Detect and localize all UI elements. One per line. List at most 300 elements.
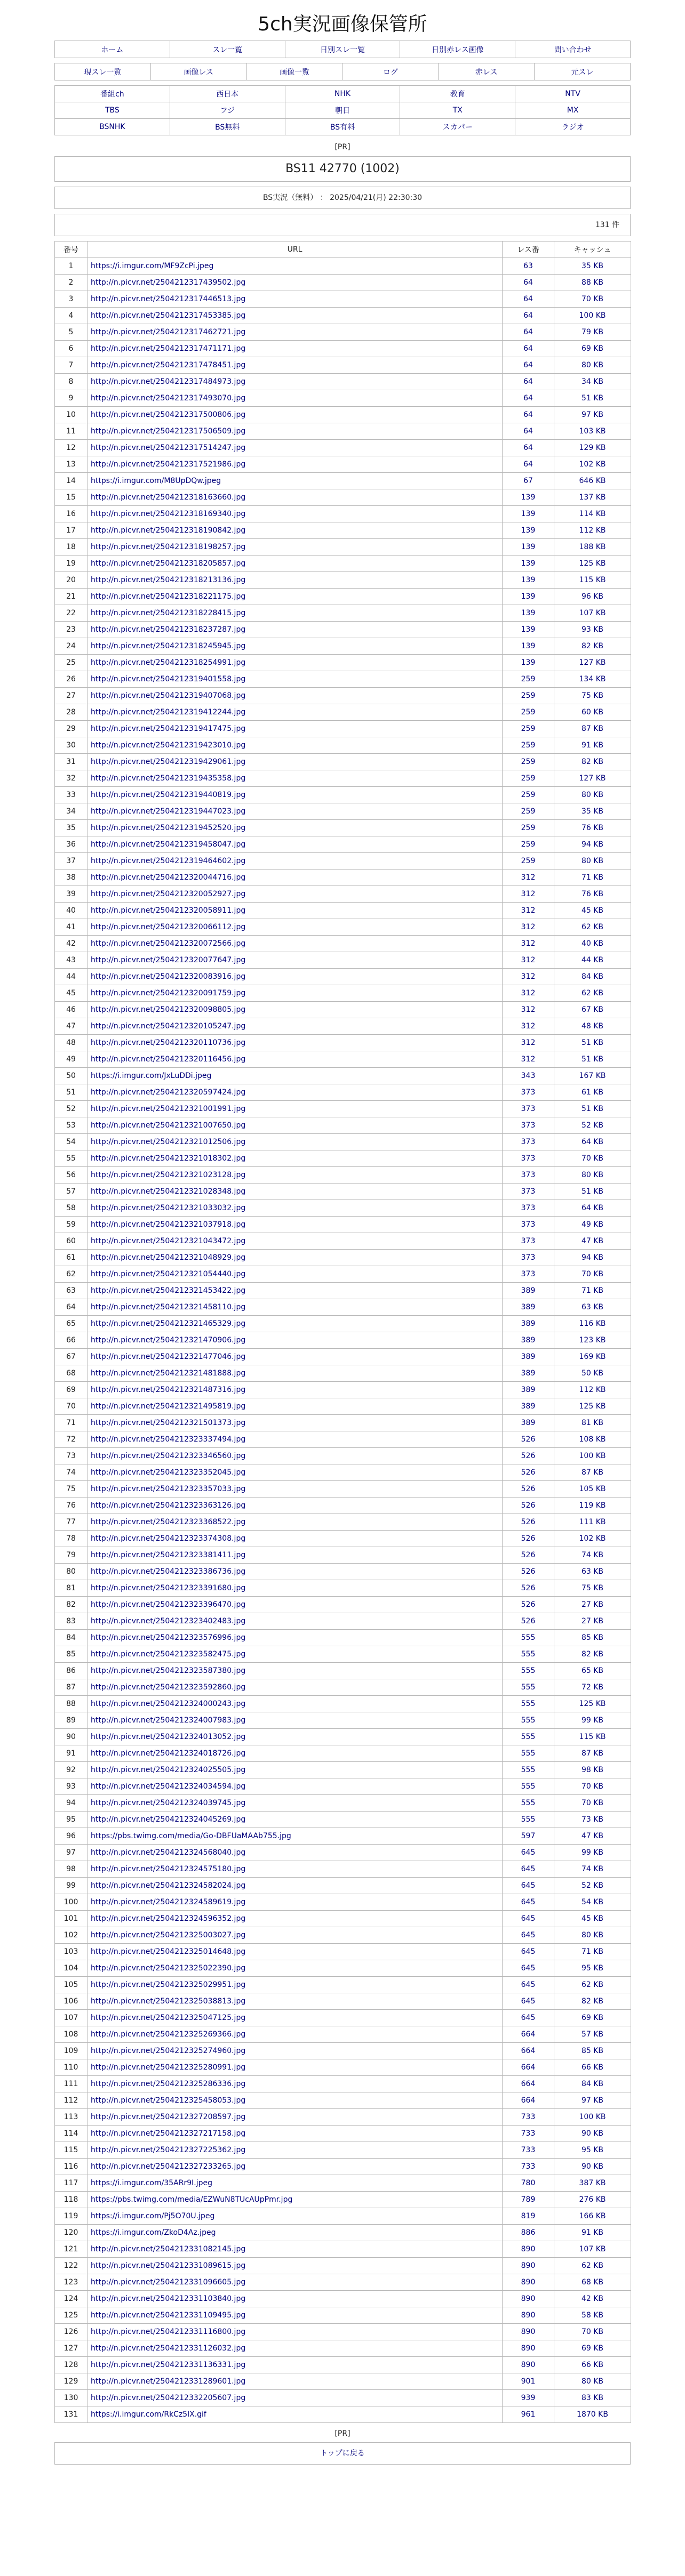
image-url-link[interactable]: http://n.picvr.net/2504212321048929.jpg <box>87 1250 503 1266</box>
res-number-link[interactable]: 733 <box>503 2142 554 2159</box>
cache-link[interactable]: 188 KB <box>554 539 631 556</box>
image-url-link[interactable]: http://n.picvr.net/2504212324582024.jpg <box>87 1878 503 1894</box>
image-url-link[interactable]: http://n.picvr.net/2504212319440819.jpg <box>87 787 503 803</box>
res-number-link[interactable]: 890 <box>503 2291 554 2307</box>
cache-link[interactable]: 111 KB <box>554 1514 631 1531</box>
image-url-link[interactable]: http://n.picvr.net/2504212321037918.jpg <box>87 1217 503 1233</box>
res-number-link[interactable]: 555 <box>503 1630 554 1646</box>
site-title[interactable]: 5ch実況画像保管所 <box>258 13 427 35</box>
image-url-link[interactable]: http://n.picvr.net/2504212318228415.jpg <box>87 605 503 622</box>
image-url-link[interactable]: http://n.picvr.net/2504212324045269.jpg <box>87 1812 503 1828</box>
cache-link[interactable]: 119 KB <box>554 1498 631 1514</box>
cache-link[interactable]: 66 KB <box>554 2059 631 2076</box>
cache-link[interactable]: 387 KB <box>554 2175 631 2192</box>
res-number-link[interactable]: 373 <box>503 1117 554 1134</box>
image-url-link[interactable]: http://n.picvr.net/2504212317439502.jpg <box>87 275 503 291</box>
res-number-link[interactable]: 373 <box>503 1101 554 1117</box>
cache-link[interactable]: 166 KB <box>554 2208 631 2225</box>
image-url-link[interactable]: http://n.picvr.net/2504212323352045.jpg <box>87 1464 503 1481</box>
channel-tab[interactable]: フジ <box>170 102 285 119</box>
res-number-link[interactable]: 259 <box>503 853 554 870</box>
image-url-link[interactable]: http://n.picvr.net/2504212323381411.jpg <box>87 1547 503 1564</box>
res-number-link[interactable]: 139 <box>503 489 554 506</box>
cache-link[interactable]: 71 KB <box>554 1944 631 1960</box>
cache-link[interactable]: 68 KB <box>554 2274 631 2291</box>
cache-link[interactable]: 107 KB <box>554 605 631 622</box>
image-url-link[interactable]: http://n.picvr.net/2504212324007983.jpg <box>87 1712 503 1729</box>
channel-tab[interactable]: MX <box>515 102 631 119</box>
res-number-link[interactable]: 64 <box>503 291 554 308</box>
image-url-link[interactable]: http://n.picvr.net/2504212324575180.jpg <box>87 1861 503 1878</box>
cache-link[interactable]: 98 KB <box>554 1762 631 1778</box>
cache-link[interactable]: 61 KB <box>554 1084 631 1101</box>
res-number-link[interactable]: 645 <box>503 1944 554 1960</box>
cache-link[interactable]: 69 KB <box>554 2340 631 2357</box>
image-url-link[interactable]: http://n.picvr.net/2504212323396470.jpg <box>87 1597 503 1613</box>
res-number-link[interactable]: 139 <box>503 539 554 556</box>
image-url-link[interactable]: http://n.picvr.net/2504212320105247.jpg <box>87 1018 503 1035</box>
res-number-link[interactable]: 555 <box>503 1778 554 1795</box>
cache-link[interactable]: 107 KB <box>554 2241 631 2258</box>
res-number-link[interactable]: 259 <box>503 704 554 721</box>
image-url-link[interactable]: http://n.picvr.net/2504212317506509.jpg <box>87 423 503 440</box>
res-number-link[interactable]: 555 <box>503 1762 554 1778</box>
res-number-link[interactable]: 645 <box>503 1993 554 2010</box>
image-url-link[interactable]: http://n.picvr.net/2504212320066112.jpg <box>87 919 503 936</box>
image-url-link[interactable]: http://n.picvr.net/2504212319412244.jpg <box>87 704 503 721</box>
image-url-link[interactable]: http://n.picvr.net/2504212331103840.jpg <box>87 2291 503 2307</box>
res-number-link[interactable]: 389 <box>503 1382 554 1398</box>
image-url-link[interactable]: http://n.picvr.net/2504212319417475.jpg <box>87 721 503 737</box>
cache-link[interactable]: 51 KB <box>554 1184 631 1200</box>
cache-link[interactable]: 83 KB <box>554 2390 631 2406</box>
res-number-link[interactable]: 259 <box>503 721 554 737</box>
image-url-link[interactable]: http://n.picvr.net/2504212323582475.jpg <box>87 1646 503 1663</box>
cache-link[interactable]: 75 KB <box>554 1580 631 1597</box>
cache-link[interactable]: 169 KB <box>554 1349 631 1365</box>
image-url-link[interactable]: http://n.picvr.net/2504212317493070.jpg <box>87 390 503 407</box>
res-number-link[interactable]: 555 <box>503 1679 554 1696</box>
channel-tab[interactable]: 西日本 <box>170 86 285 102</box>
res-number-link[interactable]: 312 <box>503 936 554 952</box>
cache-link[interactable]: 62 KB <box>554 1977 631 1993</box>
res-number-link[interactable]: 312 <box>503 952 554 969</box>
cache-link[interactable]: 58 KB <box>554 2307 631 2324</box>
cache-link[interactable]: 129 KB <box>554 440 631 456</box>
image-url-link[interactable]: http://n.picvr.net/2504212320110736.jpg <box>87 1035 503 1051</box>
cache-link[interactable]: 57 KB <box>554 2026 631 2043</box>
image-url-link[interactable]: http://n.picvr.net/2504212325022390.jpg <box>87 1960 503 1977</box>
cache-link[interactable]: 52 KB <box>554 1878 631 1894</box>
res-number-link[interactable]: 733 <box>503 2109 554 2126</box>
cache-link[interactable]: 167 KB <box>554 1068 631 1084</box>
res-number-link[interactable]: 373 <box>503 1167 554 1184</box>
channel-tab[interactable]: BSNHK <box>55 119 170 135</box>
cache-link[interactable]: 99 KB <box>554 1712 631 1729</box>
image-url-link[interactable]: http://n.picvr.net/2504212318163660.jpg <box>87 489 503 506</box>
res-number-link[interactable]: 890 <box>503 2307 554 2324</box>
cache-link[interactable]: 80 KB <box>554 2373 631 2390</box>
image-url-link[interactable]: http://n.picvr.net/2504212320116456.jpg <box>87 1051 503 1068</box>
cache-link[interactable]: 276 KB <box>554 2192 631 2208</box>
cache-link[interactable]: 100 KB <box>554 1448 631 1464</box>
image-url-link[interactable]: http://n.picvr.net/2504212318245945.jpg <box>87 638 503 655</box>
cache-link[interactable]: 48 KB <box>554 1018 631 1035</box>
image-url-link[interactable]: http://n.picvr.net/2504212317462721.jpg <box>87 324 503 341</box>
cache-link[interactable]: 70 KB <box>554 291 631 308</box>
cache-link[interactable]: 51 KB <box>554 390 631 407</box>
res-number-link[interactable]: 312 <box>503 985 554 1002</box>
cache-link[interactable]: 45 KB <box>554 903 631 919</box>
cache-link[interactable]: 134 KB <box>554 671 631 688</box>
image-url-link[interactable]: https://i.imgur.com/M8UpDQw.jpeg <box>87 473 503 489</box>
image-url-link[interactable]: http://n.picvr.net/2504212317500806.jpg <box>87 407 503 423</box>
image-url-link[interactable]: http://n.picvr.net/2504212321043472.jpg <box>87 1233 503 1250</box>
image-url-link[interactable]: http://n.picvr.net/2504212331089615.jpg <box>87 2258 503 2274</box>
nav-image-list[interactable]: 画像一覧 <box>246 63 342 80</box>
image-url-link[interactable]: http://n.picvr.net/2504212324596352.jpg <box>87 1911 503 1927</box>
res-number-link[interactable]: 645 <box>503 1960 554 1977</box>
image-url-link[interactable]: http://n.picvr.net/2504212319458047.jpg <box>87 836 503 853</box>
image-url-link[interactable]: http://n.picvr.net/2504212324568040.jpg <box>87 1845 503 1861</box>
image-url-link[interactable]: http://n.picvr.net/2504212323587380.jpg <box>87 1663 503 1679</box>
res-number-link[interactable]: 389 <box>503 1398 554 1415</box>
image-url-link[interactable]: http://n.picvr.net/2504212325458053.jpg <box>87 2092 503 2109</box>
cache-link[interactable]: 74 KB <box>554 1861 631 1878</box>
cache-link[interactable]: 95 KB <box>554 1960 631 1977</box>
image-url-link[interactable]: http://n.picvr.net/2504212321001991.jpg <box>87 1101 503 1117</box>
res-number-link[interactable]: 64 <box>503 407 554 423</box>
res-number-link[interactable]: 312 <box>503 1002 554 1018</box>
cache-link[interactable]: 114 KB <box>554 506 631 522</box>
image-url-link[interactable]: http://n.picvr.net/2504212323391680.jpg <box>87 1580 503 1597</box>
image-url-link[interactable]: http://n.picvr.net/2504212331116800.jpg <box>87 2324 503 2340</box>
image-url-link[interactable]: http://n.picvr.net/2504212323386736.jpg <box>87 1564 503 1580</box>
image-url-link[interactable]: http://n.picvr.net/2504212325286336.jpg <box>87 2076 503 2092</box>
res-number-link[interactable]: 555 <box>503 1812 554 1828</box>
image-url-link[interactable]: http://n.picvr.net/2504212317471171.jpg <box>87 341 503 357</box>
res-number-link[interactable]: 939 <box>503 2390 554 2406</box>
res-number-link[interactable]: 139 <box>503 622 554 638</box>
res-number-link[interactable]: 664 <box>503 2076 554 2092</box>
image-url-link[interactable]: http://n.picvr.net/2504212317484973.jpg <box>87 374 503 390</box>
image-url-link[interactable]: http://n.picvr.net/2504212321018302.jpg <box>87 1150 503 1167</box>
res-number-link[interactable]: 733 <box>503 2126 554 2142</box>
cache-link[interactable]: 27 KB <box>554 1597 631 1613</box>
res-number-link[interactable]: 664 <box>503 2092 554 2109</box>
res-number-link[interactable]: 389 <box>503 1332 554 1349</box>
cache-link[interactable]: 67 KB <box>554 1002 631 1018</box>
res-number-link[interactable]: 67 <box>503 473 554 489</box>
cache-link[interactable]: 50 KB <box>554 1365 631 1382</box>
cache-link[interactable]: 97 KB <box>554 407 631 423</box>
res-number-link[interactable]: 555 <box>503 1745 554 1762</box>
res-number-link[interactable]: 64 <box>503 440 554 456</box>
res-number-link[interactable]: 312 <box>503 886 554 903</box>
image-url-link[interactable]: http://n.picvr.net/2504212325269366.jpg <box>87 2026 503 2043</box>
res-number-link[interactable]: 645 <box>503 1927 554 1944</box>
cache-link[interactable]: 85 KB <box>554 1630 631 1646</box>
res-number-link[interactable]: 259 <box>503 770 554 787</box>
res-number-link[interactable]: 389 <box>503 1415 554 1431</box>
res-number-link[interactable]: 645 <box>503 1977 554 1993</box>
cache-link[interactable]: 80 KB <box>554 357 631 374</box>
cache-link[interactable]: 94 KB <box>554 1250 631 1266</box>
res-number-link[interactable]: 890 <box>503 2357 554 2373</box>
image-url-link[interactable]: http://n.picvr.net/2504212331096605.jpg <box>87 2274 503 2291</box>
image-url-link[interactable]: http://n.picvr.net/2504212320098805.jpg <box>87 1002 503 1018</box>
res-number-link[interactable]: 780 <box>503 2175 554 2192</box>
cache-link[interactable]: 80 KB <box>554 787 631 803</box>
cache-link[interactable]: 35 KB <box>554 258 631 275</box>
res-number-link[interactable]: 259 <box>503 787 554 803</box>
cache-link[interactable]: 81 KB <box>554 1415 631 1431</box>
cache-link[interactable]: 80 KB <box>554 853 631 870</box>
res-number-link[interactable]: 555 <box>503 1663 554 1679</box>
image-url-link[interactable]: http://n.picvr.net/2504212321481888.jpg <box>87 1365 503 1382</box>
image-url-link[interactable]: http://n.picvr.net/2504212321023128.jpg <box>87 1167 503 1184</box>
nav-red-res[interactable]: 赤レス <box>439 63 535 80</box>
cache-link[interactable]: 102 KB <box>554 456 631 473</box>
res-number-link[interactable]: 139 <box>503 556 554 572</box>
cache-link[interactable]: 63 KB <box>554 1299 631 1316</box>
res-number-link[interactable]: 139 <box>503 638 554 655</box>
channel-tab[interactable]: 番組ch <box>55 86 170 102</box>
res-number-link[interactable]: 526 <box>503 1448 554 1464</box>
image-url-link[interactable]: http://n.picvr.net/2504212325274960.jpg <box>87 2043 503 2059</box>
cache-link[interactable]: 75 KB <box>554 688 631 704</box>
cache-link[interactable]: 47 KB <box>554 1233 631 1250</box>
image-url-link[interactable]: http://n.picvr.net/2504212327217158.jpg <box>87 2126 503 2142</box>
res-number-link[interactable]: 526 <box>503 1597 554 1613</box>
res-number-link[interactable]: 526 <box>503 1613 554 1630</box>
cache-link[interactable]: 82 KB <box>554 1646 631 1663</box>
res-number-link[interactable]: 526 <box>503 1564 554 1580</box>
res-number-link[interactable]: 64 <box>503 324 554 341</box>
cache-link[interactable]: 95 KB <box>554 2142 631 2159</box>
cache-link[interactable]: 70 KB <box>554 1795 631 1812</box>
image-url-link[interactable]: https://i.imgur.com/MF9ZcPi.jpeg <box>87 258 503 275</box>
cache-link[interactable]: 62 KB <box>554 985 631 1002</box>
res-number-link[interactable]: 259 <box>503 803 554 820</box>
res-number-link[interactable]: 373 <box>503 1134 554 1150</box>
image-url-link[interactable]: http://n.picvr.net/2504212319407068.jpg <box>87 688 503 704</box>
cache-link[interactable]: 82 KB <box>554 754 631 770</box>
image-url-link[interactable]: http://n.picvr.net/2504212318190842.jpg <box>87 522 503 539</box>
image-url-link[interactable]: http://n.picvr.net/2504212324034594.jpg <box>87 1778 503 1795</box>
cache-link[interactable]: 99 KB <box>554 1845 631 1861</box>
image-url-link[interactable]: http://n.picvr.net/2504212318198257.jpg <box>87 539 503 556</box>
res-number-link[interactable]: 526 <box>503 1498 554 1514</box>
res-number-link[interactable]: 389 <box>503 1349 554 1365</box>
cache-link[interactable]: 125 KB <box>554 556 631 572</box>
nav-original-thread[interactable]: 元スレ <box>535 63 631 80</box>
res-number-link[interactable]: 890 <box>503 2340 554 2357</box>
res-number-link[interactable]: 890 <box>503 2274 554 2291</box>
image-url-link[interactable]: http://n.picvr.net/2504212324589619.jpg <box>87 1894 503 1911</box>
cache-link[interactable]: 54 KB <box>554 1894 631 1911</box>
image-url-link[interactable]: https://i.imgur.com/ZkoD4Az.jpeg <box>87 2225 503 2241</box>
res-number-link[interactable]: 733 <box>503 2159 554 2175</box>
image-url-link[interactable]: http://n.picvr.net/2504212318169340.jpg <box>87 506 503 522</box>
res-number-link[interactable]: 555 <box>503 1696 554 1712</box>
cache-link[interactable]: 103 KB <box>554 423 631 440</box>
cache-link[interactable]: 51 KB <box>554 1101 631 1117</box>
cache-link[interactable]: 96 KB <box>554 589 631 605</box>
res-number-link[interactable]: 312 <box>503 870 554 886</box>
cache-link[interactable]: 66 KB <box>554 2357 631 2373</box>
image-url-link[interactable]: http://n.picvr.net/2504212320044716.jpg <box>87 870 503 886</box>
image-url-link[interactable]: http://n.picvr.net/2504212323592860.jpg <box>87 1679 503 1696</box>
res-number-link[interactable]: 373 <box>503 1150 554 1167</box>
res-number-link[interactable]: 526 <box>503 1431 554 1448</box>
image-url-link[interactable]: http://n.picvr.net/2504212317521986.jpg <box>87 456 503 473</box>
image-url-link[interactable]: http://n.picvr.net/2504212321012506.jpg <box>87 1134 503 1150</box>
cache-link[interactable]: 27 KB <box>554 1613 631 1630</box>
res-number-link[interactable]: 961 <box>503 2406 554 2423</box>
res-number-link[interactable]: 64 <box>503 423 554 440</box>
image-url-link[interactable]: http://n.picvr.net/2504212332205607.jpg <box>87 2390 503 2406</box>
image-url-link[interactable]: http://n.picvr.net/2504212331289601.jpg <box>87 2373 503 2390</box>
channel-tab[interactable]: 教育 <box>400 86 515 102</box>
cache-link[interactable]: 93 KB <box>554 622 631 638</box>
cache-link[interactable]: 72 KB <box>554 1679 631 1696</box>
cache-link[interactable]: 71 KB <box>554 1283 631 1299</box>
cache-link[interactable]: 51 KB <box>554 1035 631 1051</box>
image-url-link[interactable]: http://n.picvr.net/2504212319447023.jpg <box>87 803 503 820</box>
channel-tab[interactable]: TX <box>400 102 515 119</box>
cache-link[interactable]: 64 KB <box>554 1200 631 1217</box>
res-number-link[interactable]: 259 <box>503 836 554 853</box>
res-number-link[interactable]: 555 <box>503 1795 554 1812</box>
image-url-link[interactable]: http://n.picvr.net/2504212325029951.jpg <box>87 1977 503 1993</box>
res-number-link[interactable]: 526 <box>503 1531 554 1547</box>
cache-link[interactable]: 105 KB <box>554 1481 631 1498</box>
res-number-link[interactable]: 555 <box>503 1712 554 1729</box>
cache-link[interactable]: 69 KB <box>554 341 631 357</box>
cache-link[interactable]: 115 KB <box>554 572 631 589</box>
channel-tab[interactable]: NTV <box>515 86 631 102</box>
channel-tab[interactable]: BS有料 <box>285 119 400 135</box>
image-url-link[interactable]: http://n.picvr.net/2504212318254991.jpg <box>87 655 503 671</box>
image-url-link[interactable]: http://n.picvr.net/2504212321054440.jpg <box>87 1266 503 1283</box>
image-url-link[interactable]: http://n.picvr.net/2504212321487316.jpg <box>87 1382 503 1398</box>
image-url-link[interactable]: http://n.picvr.net/2504212320077647.jpg <box>87 952 503 969</box>
image-url-link[interactable]: http://n.picvr.net/2504212324039745.jpg <box>87 1795 503 1812</box>
res-number-link[interactable]: 259 <box>503 820 554 836</box>
res-number-link[interactable]: 901 <box>503 2373 554 2390</box>
image-url-link[interactable]: http://n.picvr.net/2504212317514247.jpg <box>87 440 503 456</box>
image-url-link[interactable]: http://n.picvr.net/2504212327225362.jpg <box>87 2142 503 2159</box>
cache-link[interactable]: 69 KB <box>554 2010 631 2026</box>
channel-tab[interactable]: 朝日 <box>285 102 400 119</box>
cache-link[interactable]: 82 KB <box>554 1993 631 2010</box>
res-number-link[interactable]: 890 <box>503 2258 554 2274</box>
image-url-link[interactable]: http://n.picvr.net/2504212323402483.jpg <box>87 1613 503 1630</box>
image-url-link[interactable]: http://n.picvr.net/2504212323346560.jpg <box>87 1448 503 1464</box>
cache-link[interactable]: 90 KB <box>554 2126 631 2142</box>
res-number-link[interactable]: 373 <box>503 1084 554 1101</box>
res-number-link[interactable]: 64 <box>503 341 554 357</box>
image-url-link[interactable]: http://n.picvr.net/2504212331136331.jpg <box>87 2357 503 2373</box>
cache-link[interactable]: 88 KB <box>554 275 631 291</box>
cache-link[interactable]: 102 KB <box>554 1531 631 1547</box>
image-url-link[interactable]: http://n.picvr.net/2504212319452520.jpg <box>87 820 503 836</box>
cache-link[interactable]: 97 KB <box>554 2092 631 2109</box>
res-number-link[interactable]: 259 <box>503 671 554 688</box>
cache-link[interactable]: 65 KB <box>554 1663 631 1679</box>
image-url-link[interactable]: http://n.picvr.net/2504212317478451.jpg <box>87 357 503 374</box>
image-url-link[interactable]: https://i.imgur.com/35ARr9I.jpeg <box>87 2175 503 2192</box>
cache-link[interactable]: 34 KB <box>554 374 631 390</box>
cache-link[interactable]: 125 KB <box>554 1398 631 1415</box>
image-url-link[interactable]: http://n.picvr.net/2504212327233265.jpg <box>87 2159 503 2175</box>
image-url-link[interactable]: http://n.picvr.net/2504212321495819.jpg <box>87 1398 503 1415</box>
res-number-link[interactable]: 64 <box>503 275 554 291</box>
nav-daily-red-images[interactable]: 日別赤レス画像 <box>400 41 515 58</box>
cache-link[interactable]: 115 KB <box>554 1729 631 1745</box>
image-url-link[interactable]: http://n.picvr.net/2504212323357033.jpg <box>87 1481 503 1498</box>
res-number-link[interactable]: 526 <box>503 1464 554 1481</box>
cache-link[interactable]: 63 KB <box>554 1564 631 1580</box>
image-url-link[interactable]: http://n.picvr.net/2504212321453422.jpg <box>87 1283 503 1299</box>
image-url-link[interactable]: https://i.imgur.com/RkCz5lX.gif <box>87 2406 503 2423</box>
channel-tab[interactable]: NHK <box>285 86 400 102</box>
res-number-link[interactable]: 645 <box>503 1878 554 1894</box>
cache-link[interactable]: 127 KB <box>554 655 631 671</box>
image-url-link[interactable]: http://n.picvr.net/2504212318221175.jpg <box>87 589 503 605</box>
res-number-link[interactable]: 819 <box>503 2208 554 2225</box>
res-number-link[interactable]: 373 <box>503 1200 554 1217</box>
res-number-link[interactable]: 312 <box>503 903 554 919</box>
res-number-link[interactable]: 64 <box>503 308 554 324</box>
res-number-link[interactable]: 373 <box>503 1266 554 1283</box>
cache-link[interactable]: 84 KB <box>554 969 631 985</box>
image-url-link[interactable]: http://n.picvr.net/2504212331109495.jpg <box>87 2307 503 2324</box>
cache-link[interactable]: 84 KB <box>554 2076 631 2092</box>
cache-link[interactable]: 74 KB <box>554 1547 631 1564</box>
channel-tab[interactable]: BS無料 <box>170 119 285 135</box>
cache-link[interactable]: 42 KB <box>554 2291 631 2307</box>
res-number-link[interactable]: 389 <box>503 1299 554 1316</box>
nav-daily-thread-list[interactable]: 日別スレ一覧 <box>285 41 400 58</box>
cache-link[interactable]: 76 KB <box>554 820 631 836</box>
channel-tab[interactable]: TBS <box>55 102 170 119</box>
res-number-link[interactable]: 389 <box>503 1283 554 1299</box>
image-url-link[interactable]: http://n.picvr.net/2504212324018726.jpg <box>87 1745 503 1762</box>
cache-link[interactable]: 646 KB <box>554 473 631 489</box>
image-url-link[interactable]: http://n.picvr.net/2504212319435358.jpg <box>87 770 503 787</box>
cache-link[interactable]: 64 KB <box>554 1134 631 1150</box>
cache-link[interactable]: 47 KB <box>554 1828 631 1845</box>
cache-link[interactable]: 70 KB <box>554 1778 631 1795</box>
image-url-link[interactable]: http://n.picvr.net/2504212320091759.jpg <box>87 985 503 1002</box>
nav-current-threads[interactable]: 現スレ一覧 <box>55 63 151 80</box>
res-number-link[interactable]: 139 <box>503 572 554 589</box>
image-url-link[interactable]: http://n.picvr.net/2504212323374308.jpg <box>87 1531 503 1547</box>
res-number-link[interactable]: 312 <box>503 1051 554 1068</box>
res-number-link[interactable]: 312 <box>503 1035 554 1051</box>
res-number-link[interactable]: 890 <box>503 2241 554 2258</box>
image-url-link[interactable]: http://n.picvr.net/2504212319429061.jpg <box>87 754 503 770</box>
res-number-link[interactable]: 645 <box>503 1861 554 1878</box>
cache-link[interactable]: 127 KB <box>554 770 631 787</box>
image-url-link[interactable]: http://n.picvr.net/2504212320597424.jpg <box>87 1084 503 1101</box>
image-url-link[interactable]: http://n.picvr.net/2504212321033032.jpg <box>87 1200 503 1217</box>
res-number-link[interactable]: 645 <box>503 1845 554 1861</box>
res-number-link[interactable]: 139 <box>503 522 554 539</box>
nav-image-res[interactable]: 画像レス <box>150 63 246 80</box>
